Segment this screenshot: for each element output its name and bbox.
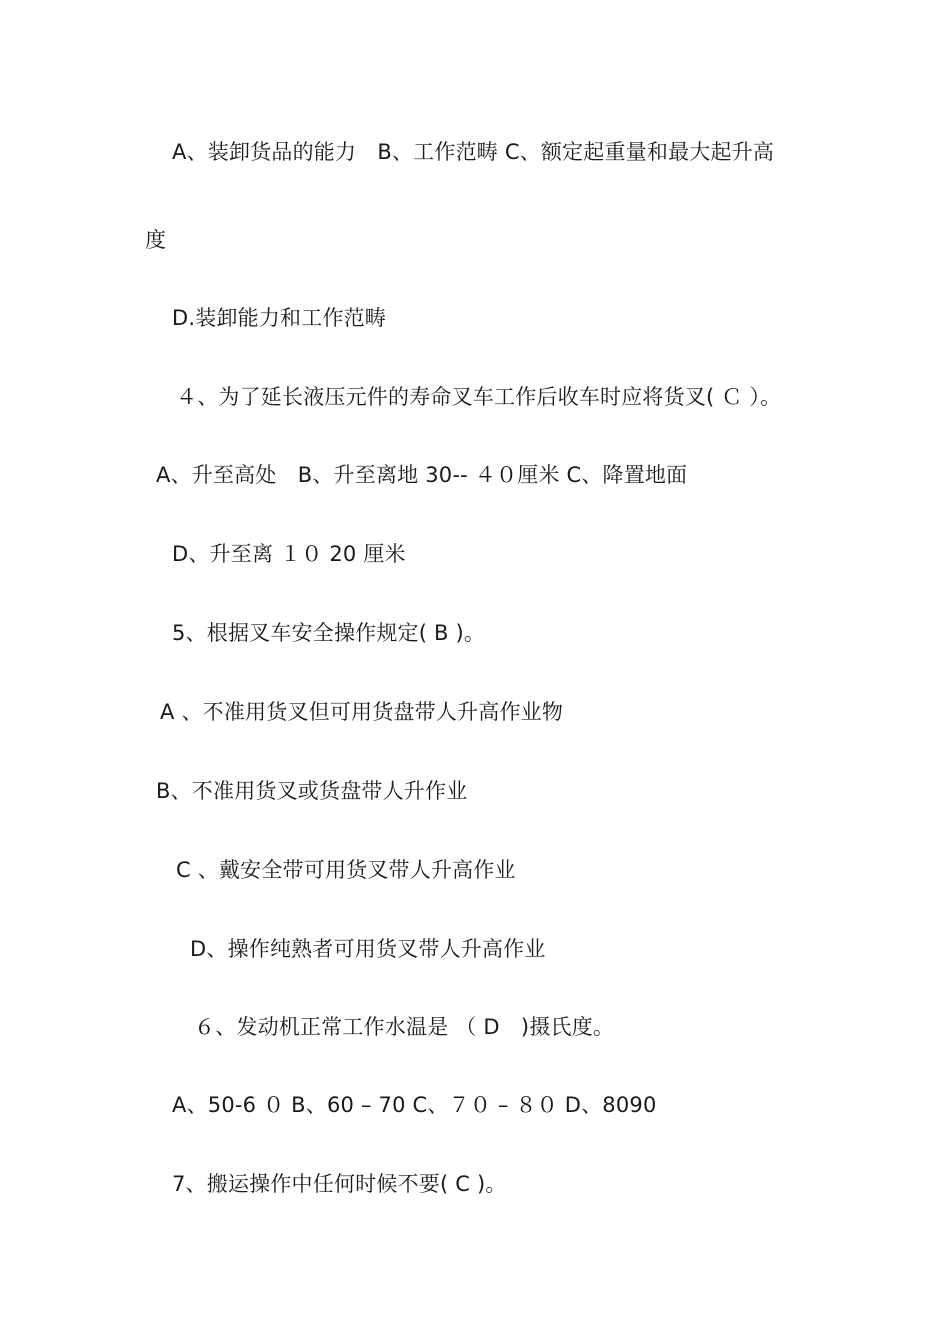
option-line-6: A、50-6 ０ B、60 – 70 C、７０ – ８０ D、8090 <box>172 1093 657 1117</box>
option-line-5a: A 、不准用货叉但可用货盘带人升高作业物 <box>160 700 564 724</box>
option-line-3d: D.装卸能力和工作范畴 <box>172 306 387 330</box>
question-4: ４、为了延长液压元件的寿命叉车工作后收车时应将货叉( Ｃ ）。 <box>176 385 782 409</box>
option-line-4abc: A、升至高处 B、升至离地 30-- ４０厘米 C、降置地面 <box>156 463 688 487</box>
option-line-5d: D、操作纯熟者可用货叉带人升高作业 <box>190 937 546 961</box>
option-line-3c-continued: 度 <box>145 228 167 252</box>
question-6: ６、发动机正常工作水温是 （ D )摄氏度。 <box>194 1015 615 1039</box>
question-5: 5、根据叉车安全操作规定( B )。 <box>172 621 486 645</box>
option-line-5b: B、不准用货叉或货盘带人升作业 <box>156 779 468 803</box>
option-line-5c: C 、戴安全带可用货叉带人升高作业 <box>176 858 516 882</box>
question-7: 7、搬运操作中任何时候不要( C )。 <box>172 1172 507 1196</box>
option-line-3abc: A、装卸货品的能力 B、工作范畴 C、额定起重量和最大起升高 <box>172 140 775 164</box>
option-line-4d: D、升至离 １０ 20 厘米 <box>172 542 406 566</box>
